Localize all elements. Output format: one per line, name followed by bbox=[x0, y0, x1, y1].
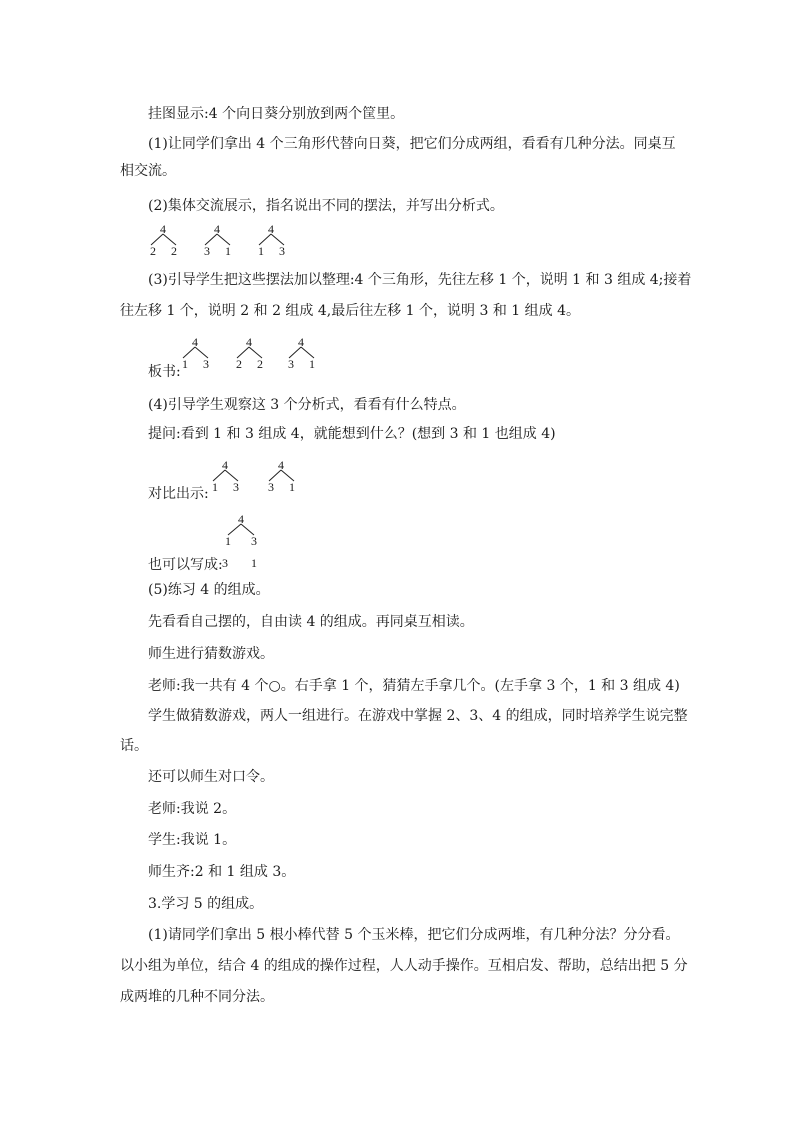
decomposition-tree bbox=[202, 223, 236, 259]
decomposition-tree bbox=[210, 459, 244, 495]
decomposition-tree bbox=[256, 223, 290, 259]
decomposition-tree bbox=[180, 336, 214, 372]
paragraph-intro: 挂图显示:4 个向日葵分别放到两个筐里。 bbox=[148, 106, 405, 122]
tree-right: 3 bbox=[233, 480, 239, 494]
tree-right: 1 bbox=[289, 480, 295, 494]
paragraph-step1-line1: (1)让同学们拿出 4 个三角形代替向日葵，把它们分成两组，看看有几种分法。同桌互 bbox=[148, 136, 676, 152]
tree-right: 3 bbox=[203, 357, 209, 371]
paragraph-five-line1: (1)请同学们拿出 5 根小棒代替 5 个玉米棒，把它们分成两堆，有几种分法？分分看。 bbox=[148, 927, 680, 943]
paragraph-student-game-line1: 学生做猜数游戏，两人一组进行。在游戏中掌握 2、3、4 的组成，同时培养学生说完整 bbox=[148, 708, 688, 724]
paragraph-step2: (2)集体交流展示，指名说出不同的摆法，并写出分析式。 bbox=[148, 198, 504, 214]
tree-top: 4 bbox=[238, 512, 244, 526]
tree-top: 4 bbox=[160, 222, 166, 236]
paragraph-chant: 还可以师生对口令。 bbox=[148, 769, 274, 785]
paragraph-five-line3: 成两堆的几种不同分法。 bbox=[120, 989, 274, 1005]
also-label: 也可以写成: bbox=[148, 557, 223, 573]
tree-left: 3 bbox=[288, 357, 294, 371]
tree-left: 1 bbox=[212, 480, 218, 494]
tree-left: 3 bbox=[204, 244, 210, 258]
paragraph-student-game-line2: 话。 bbox=[120, 738, 148, 754]
decomposition-tree bbox=[286, 336, 320, 372]
paragraph-step1-line2: 相交流。 bbox=[120, 163, 176, 179]
decomposition-tree bbox=[222, 513, 260, 549]
tree-right: 2 bbox=[171, 244, 177, 258]
paragraph-step5: (5)练习 4 的组成。 bbox=[148, 582, 270, 598]
tree-right: 3 bbox=[251, 534, 257, 548]
paragraph-step4: (4)引导学生观察这 3 个分析式，看看有什么特点。 bbox=[148, 397, 466, 413]
tree-top: 4 bbox=[298, 335, 304, 349]
tree-top: 4 bbox=[278, 458, 284, 472]
tree-left: 3 bbox=[268, 480, 274, 494]
paragraph-teacher: 老师:我一共有 4 个○。右手拿 1 个，猜猜左手拿几个。(左手拿 3 个，1 和 3 组成 4) bbox=[148, 678, 680, 694]
paragraph-five-line2: 以小组为单位，结合 4 的组成的操作过程，人人动手操作。互相启发、帮助，总结出把 5 分 bbox=[120, 958, 688, 974]
tree-right: 1 bbox=[309, 357, 315, 371]
decomposition-tree bbox=[234, 336, 268, 372]
tree-left: 2 bbox=[236, 357, 242, 371]
tree-right: 3 bbox=[279, 244, 285, 258]
paragraph-step3-line1: (3)引导学生把这些摆法加以整理:4 个三角形，先往左移 1 个，说明 1 和 3 组成 4;接着 bbox=[148, 272, 692, 288]
tree-top: 4 bbox=[214, 222, 220, 236]
paragraph-student-says: 学生:我说 1。 bbox=[148, 832, 237, 848]
tree-right: 1 bbox=[225, 244, 231, 258]
tree-right: 2 bbox=[257, 357, 263, 371]
section-heading: 3.学习 5 的组成。 bbox=[148, 896, 264, 912]
paragraph-teacher-says: 老师:我说 2。 bbox=[148, 801, 237, 817]
paragraph-together: 师生齐:2 和 1 组成 3。 bbox=[148, 864, 296, 880]
tree-left: 1 bbox=[182, 357, 188, 371]
tree-left: 2 bbox=[150, 244, 156, 258]
tree-top: 4 bbox=[268, 222, 274, 236]
second-row-left: 3 bbox=[222, 556, 228, 570]
tree-top: 4 bbox=[222, 458, 228, 472]
paragraph-read: 先看看自己摆的，自由读 4 的组成。再同桌互相读。 bbox=[148, 614, 474, 630]
board-label: 板书: bbox=[148, 364, 181, 380]
decomposition-tree bbox=[148, 223, 182, 259]
second-row-right: 1 bbox=[251, 556, 257, 570]
tree-top: 4 bbox=[246, 335, 252, 349]
tree-top: 4 bbox=[192, 335, 198, 349]
tree-left: 1 bbox=[225, 534, 231, 548]
paragraph-step3-line2: 往左移 1 个，说明 2 和 2 组成 4,最后往左移 1 个，说明 3 和 1 组成 4。 bbox=[120, 303, 581, 319]
compare-label: 对比出示: bbox=[148, 486, 209, 502]
paragraph-game: 师生进行猜数游戏。 bbox=[148, 646, 274, 662]
tree-left: 1 bbox=[258, 244, 264, 258]
decomposition-tree bbox=[266, 459, 300, 495]
paragraph-question: 提问:看到 1 和 3 组成 4，就能想到什么？(想到 3 和 1 也组成 4) bbox=[148, 426, 556, 442]
